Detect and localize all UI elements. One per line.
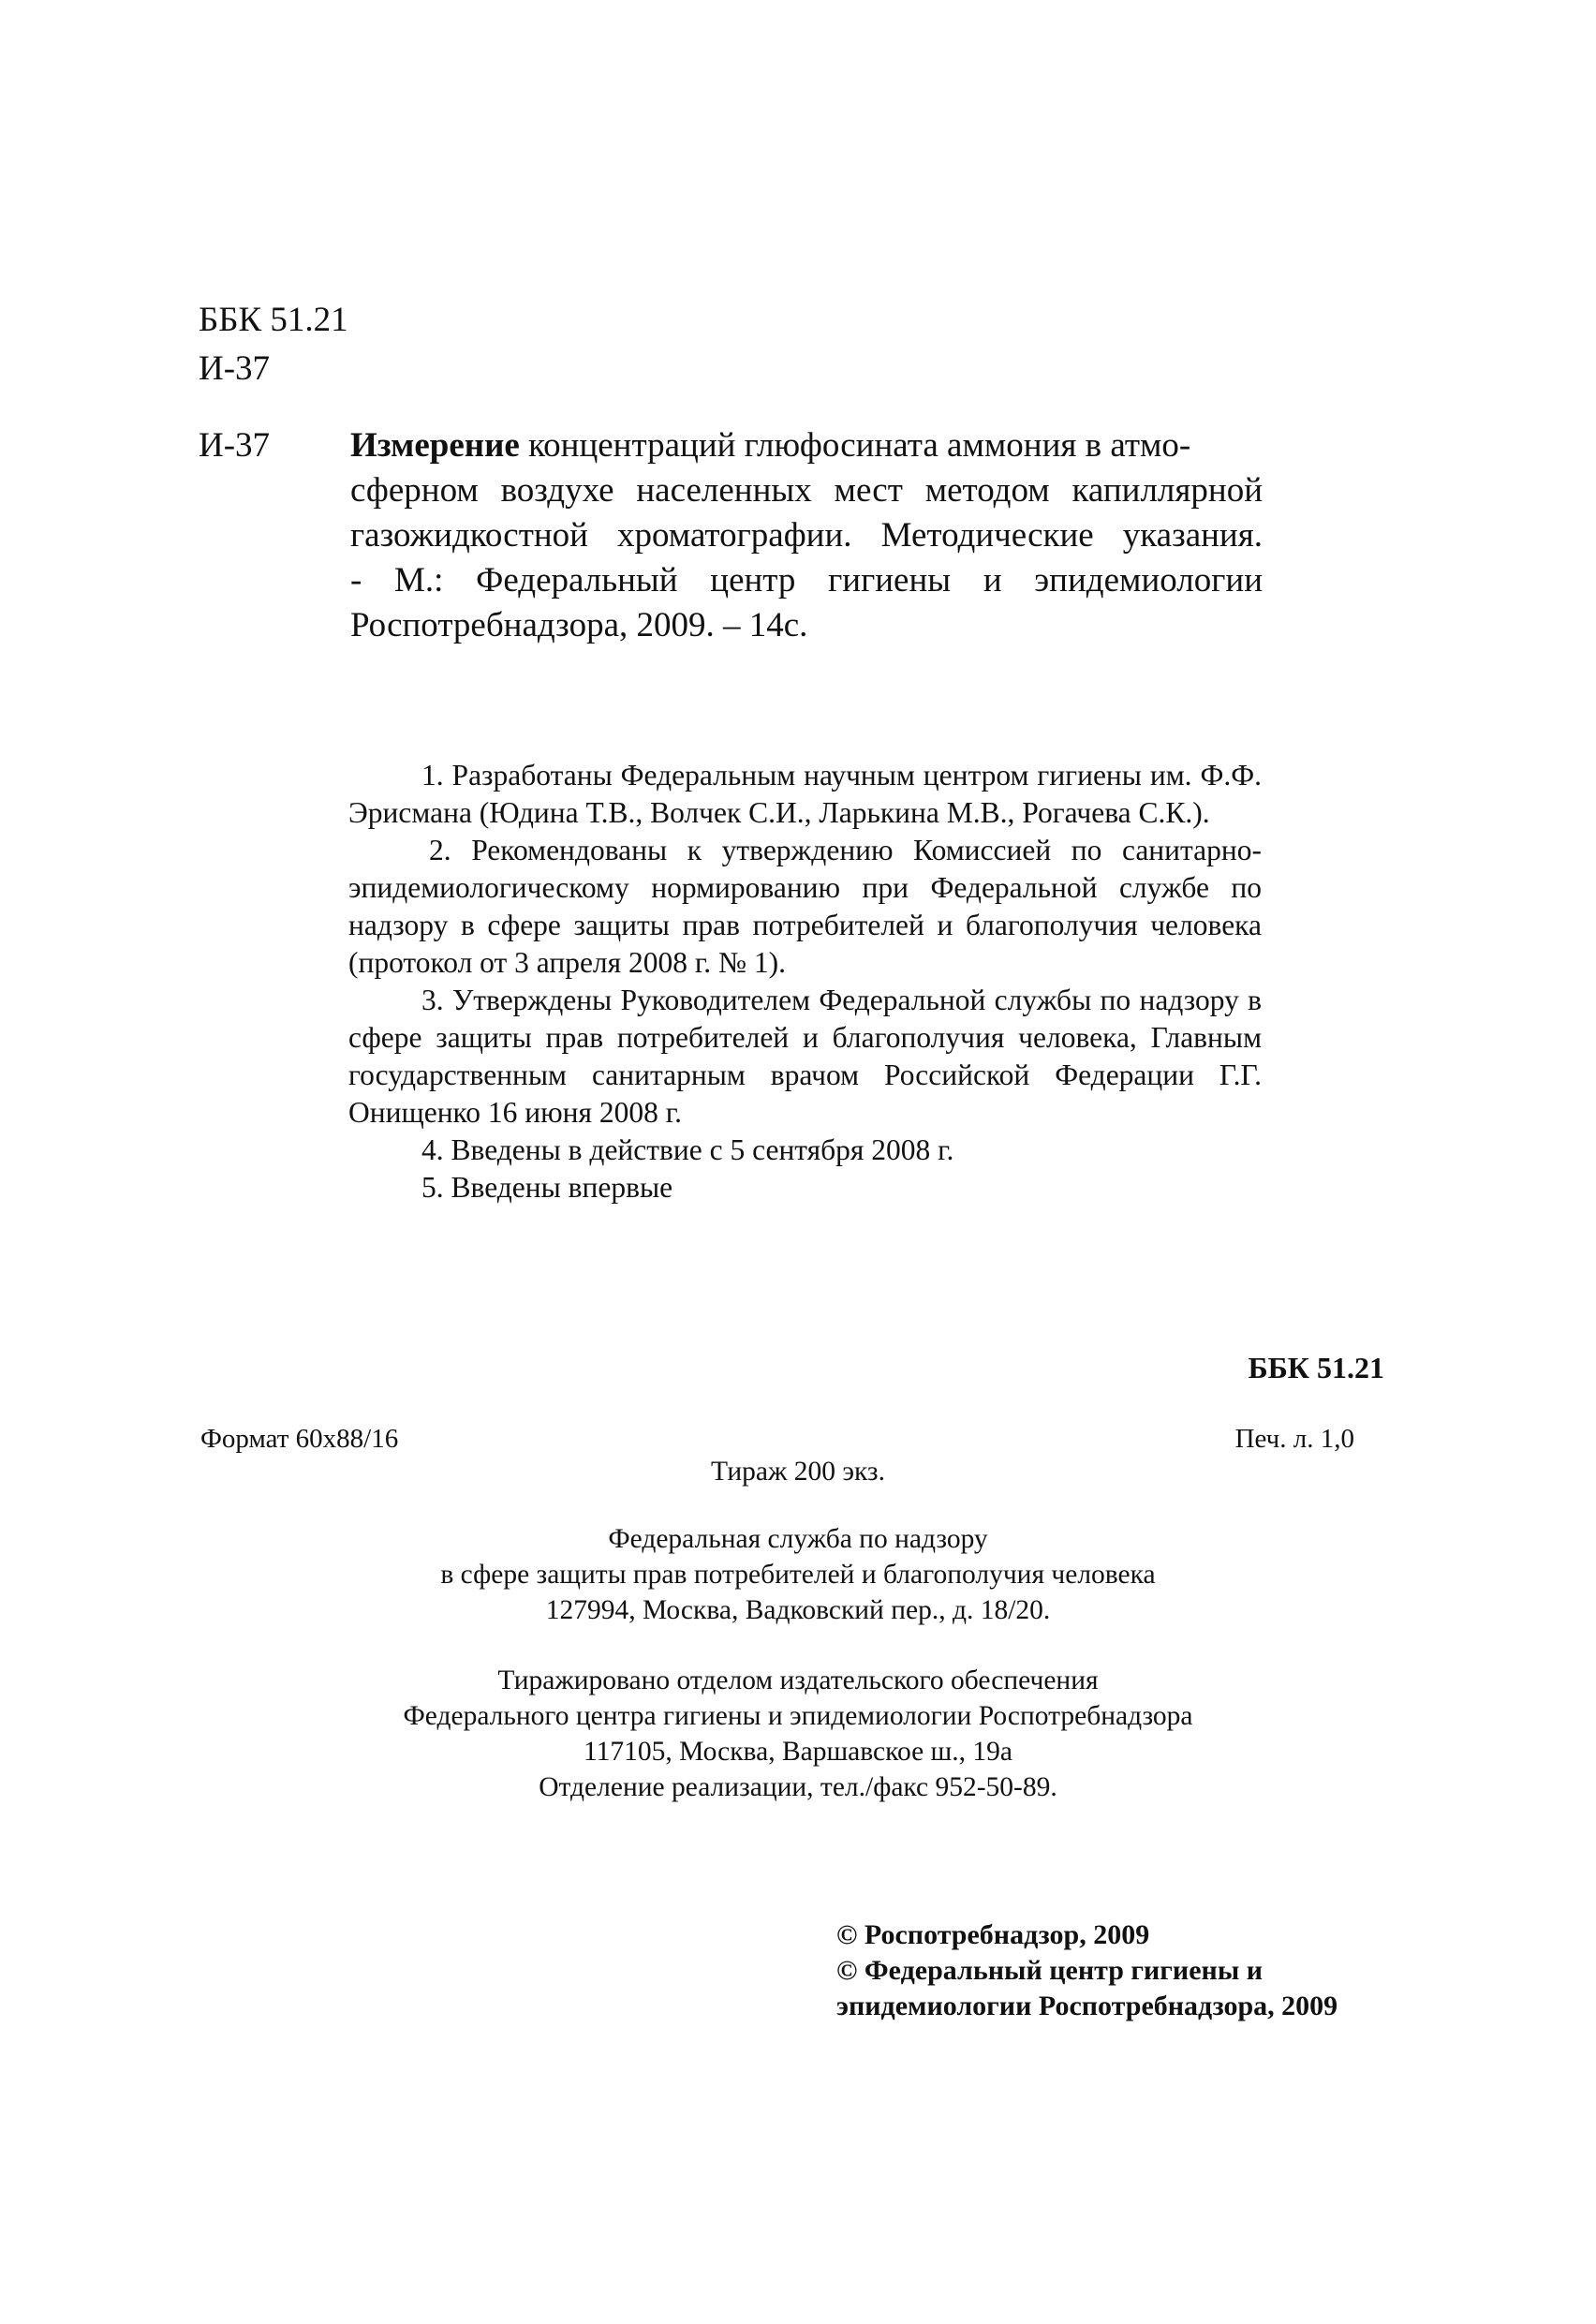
printer-line-4: Отделение реализации, тел./факс 952-50-89.: [539, 1772, 1057, 1802]
copyright-line-2: © Федеральный центр гигиены и: [836, 1955, 1264, 1986]
printer-line-3: 117105, Москва, Варшавское ш., 19а: [584, 1737, 1012, 1767]
info-item-2: 2. Рекомендованы к утверждению Комиссией по санитарно-эпидемиологическому нормированию при Федеральной службе по надзору в сфере защиты прав потребителей и благополучия человека (протокол от 3 апреля 2008 г. № 1).: [348, 834, 1262, 979]
entry-code: И-37: [199, 426, 271, 465]
printer-block: [0, 1663, 1596, 1805]
bibliographic-entry: [350, 423, 1263, 648]
bbk-code: ББК 51.21: [199, 301, 348, 339]
info-item-1: 1. Разработаны Федеральным научным центром гигиены им. Ф.Ф. Эрисмана (Юдина Т.В., Волчек С.И., Ларькина М.В., Рогачева С.К.).: [348, 759, 1262, 829]
entry-text-5: Роспотребнадзора, 2009. – 14с.: [350, 606, 808, 644]
format-text: Формат 60x88/16: [200, 1424, 399, 1454]
sheets-text: Печ. л. 1,0: [1234, 1424, 1354, 1454]
printer-line-2: Федерального центра гигиены и эпидемиологии Роспотребнадзора: [403, 1701, 1193, 1731]
publisher-block: [0, 1521, 1596, 1628]
entry-text-1: концентраций глюфосината аммония в атмо-: [519, 426, 1191, 465]
publisher-line-3: 127994, Москва, Вадковский пер., д. 18/20.: [545, 1595, 1051, 1625]
info-list: [348, 757, 1262, 1206]
entry-text-4: - М.: Федеральный центр гигиены и эпидемиологии: [350, 561, 1263, 600]
info-item-5: 5. Введены впервые: [421, 1171, 673, 1204]
biblio-line-1: [350, 423, 1263, 468]
copyright-line-3: эпидемиологии Роспотребнадзора, 2009: [836, 1991, 1338, 2021]
printer-line-1: Тиражировано отделом издательского обеспечения: [497, 1665, 1099, 1695]
publisher-line-1: Федеральная служба по надзору: [608, 1524, 988, 1554]
entry-text-2: сферном воздухе населенных мест методом капиллярной: [350, 471, 1263, 510]
tirazh-text: Тираж 200 экз.: [711, 1457, 885, 1487]
publisher-line-2: в сфере защиты прав потребителей и благополучия человека: [440, 1560, 1156, 1590]
entry-text-3: газожидкостной хроматографии. Методические указания.: [350, 516, 1263, 555]
bbk-header: [199, 296, 348, 393]
copyright-line-1: © Роспотребнадзор, 2009: [836, 1919, 1150, 1950]
info-item-4: 4. Введены в действие с 5 сентября 2008 г.: [421, 1133, 954, 1166]
info-item-3: 3. Утверждены Руководителем Федеральной службы по надзору в сфере защиты прав потребителей и благополучия человека, Главным государственным санитарным врачом Российской Федерации Г.Г. Онищенко 16 июня 2008 г.: [348, 984, 1262, 1129]
bbk-right: ББК 51.21: [1248, 1351, 1384, 1384]
author-index: И-37: [199, 349, 271, 388]
copyright-block: [836, 1917, 1337, 2024]
entry-title-bold: Измерение: [350, 426, 520, 465]
